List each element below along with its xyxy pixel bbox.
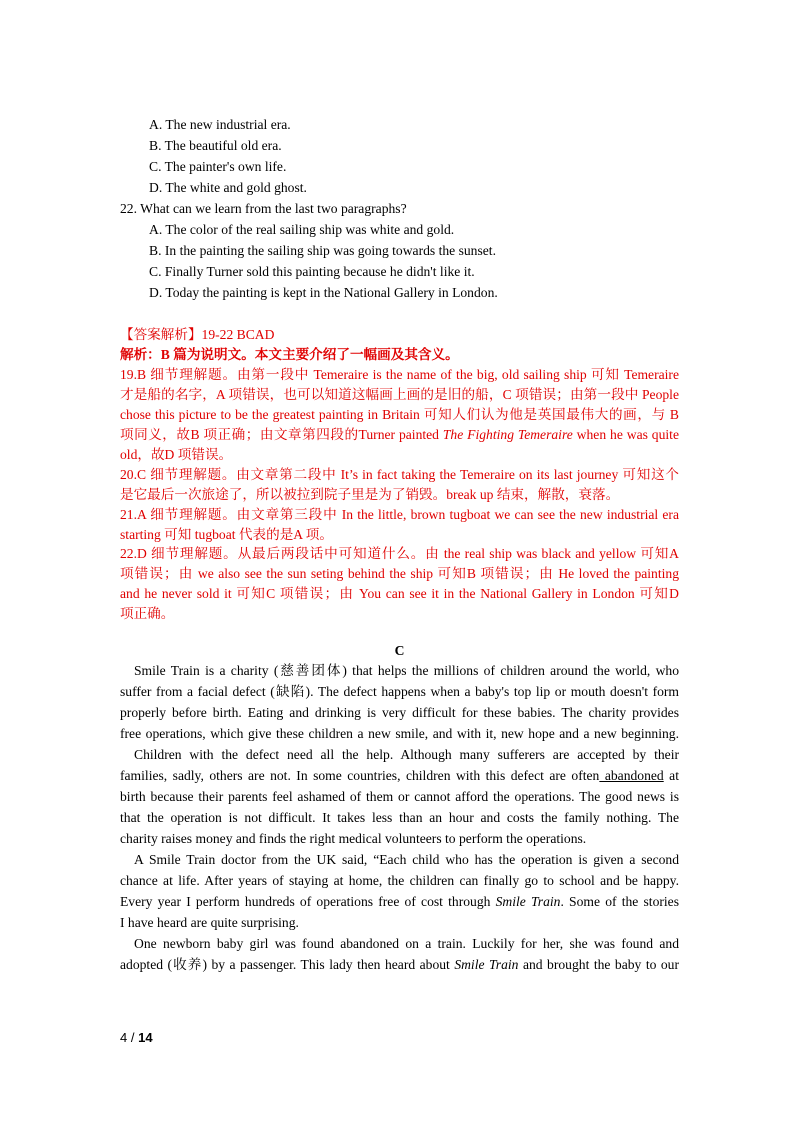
passage-text: and brought the baby to our — [518, 957, 679, 972]
passage-line: One newborn baby girl was found abandoned on a train. Luckily for her, she was found and — [134, 936, 679, 951]
answer-20-line: 20.C 细节理解题。由文章第二段中 It’s in fact taking the Temeraire on its last journey 可知这个 — [120, 467, 679, 482]
answer-22-line: 项错误；由 we also see the sun seting behind the ship 可知B 项错误；由 He loved the painting — [120, 566, 679, 581]
answer-22-line: 22.D 细节理解题。从最后两段话中可知道什么。由 the real ship was black and yellow 可知A — [120, 546, 679, 561]
passage-text: families, sadly, others are not. In some countries, children with this defect are often — [120, 768, 600, 783]
q22-option-d: D. Today the painting is kept in the National Gallery in London. — [149, 285, 498, 300]
analysis-summary: 解析：B 篇为说明文。本文主要介绍了一幅画及其含义。 — [120, 347, 459, 362]
section-title: C — [394, 643, 405, 658]
passage-line: charity raises money and finds the right medical volunteers to perform the operations. — [120, 831, 587, 846]
answer-19-line: chose this picture to be the greatest painting in Britain 可知人们认为他是英国最伟大的画，与 B — [120, 407, 679, 422]
answer-19-text: when he was quite — [572, 427, 679, 442]
answer-20-line: 是它最后一次旅途了，所以被拉到院子里是为了销毁。break up 结束，解散，衰落。 — [120, 487, 620, 502]
passage-line: free operations, which give these children a new smile, and with it, new hope and a new beginning. — [120, 726, 679, 741]
answer-19-line: 19.B 细节理解题。由第一段中 Temeraire is the name of the big, old sailing ship 可知 Temeraire — [120, 367, 679, 382]
passage-line — [120, 954, 679, 975]
passage-line — [120, 765, 679, 786]
passage-text: Every year I perform hundreds of operations free of cost through — [120, 894, 496, 909]
underlined-word: abandoned — [599, 768, 664, 783]
painting-title: The Fighting Temeraire — [442, 427, 573, 442]
passage-line: A Smile Train doctor from the UK said, “Each child who has the operation is given a second — [134, 852, 679, 867]
q22-option-a: A. The color of the real sailing ship was white and gold. — [149, 222, 455, 237]
answer-22-line: and he never sold it 可知C 项错误；由 You can see it in the National Gallery in London 可知D — [120, 586, 679, 601]
answer-19-text: 项同义，故B 项正确；由文章第四段的Turner painted — [120, 427, 443, 442]
analysis-header: 【答案解析】19-22 BCAD — [120, 327, 275, 342]
passage-line: birth because their parents feel ashamed of them or cannot afford the operations. The good news is — [120, 789, 679, 804]
q22-option-c: C. Finally Turner sold this painting because he didn't like it. — [149, 264, 475, 279]
answer-19-line — [120, 424, 679, 445]
answer-22-line: 项正确。 — [120, 606, 175, 621]
passage-line: Smile Train is a charity (慈善团体) that helps the millions of children around the world, who — [134, 663, 679, 678]
q21-option-b: B. The beautiful old era. — [149, 138, 282, 153]
passage-line: Children with the defect need all the help. Although many sufferers are accepted by their — [134, 747, 679, 762]
q21-option-d: D. The white and gold ghost. — [149, 180, 307, 195]
charity-name: Smile Train — [495, 894, 561, 909]
answer-21-line: starting 可知 tugboat 代表的是A 项。 — [120, 527, 333, 542]
passage-line: suffer from a facial defect (缺陷). The defect happens when a baby's top lip or mouth doesn't form — [120, 684, 679, 699]
passage-line — [120, 891, 679, 912]
page-number — [120, 1030, 153, 1045]
passage-text: adopted (收养) by a passenger. This lady then heard about — [120, 957, 455, 972]
current-page: 4 / — [120, 1030, 135, 1045]
passage-line: properly before birth. Eating and drinking is very difficult for these babies. The charity provides — [120, 705, 679, 720]
q21-option-a: A. The new industrial era. — [149, 117, 291, 132]
charity-name: Smile Train — [454, 957, 519, 972]
answer-21-line: 21.A 细节理解题。由文章第三段中 In the little, brown tugboat we can see the new industrial era — [120, 507, 679, 522]
passage-text: . Some of the stories — [560, 894, 679, 909]
answer-19-line: 才是船的名字，A 项错误，也可以知道这幅画上画的是旧的船，C 项错误；由第一段中 People — [120, 387, 679, 402]
total-pages: 14 — [138, 1030, 153, 1045]
q22-option-b: B. In the painting the sailing ship was going towards the sunset. — [149, 243, 496, 258]
passage-line: chance at life. After years of staying at home, the children can finally go to school and be happy. — [120, 873, 679, 888]
answer-19-line: old，故D 项错误。 — [120, 447, 233, 462]
passage-line: that the operation is not difficult. It takes less than an hour and costs the family nothing. The — [120, 810, 679, 825]
q22-stem: 22. What can we learn from the last two paragraphs? — [120, 201, 407, 216]
passage-text: at — [663, 768, 679, 783]
passage-line: I have heard are quite surprising. — [120, 915, 299, 930]
q21-option-c: C. The painter's own life. — [149, 159, 287, 174]
